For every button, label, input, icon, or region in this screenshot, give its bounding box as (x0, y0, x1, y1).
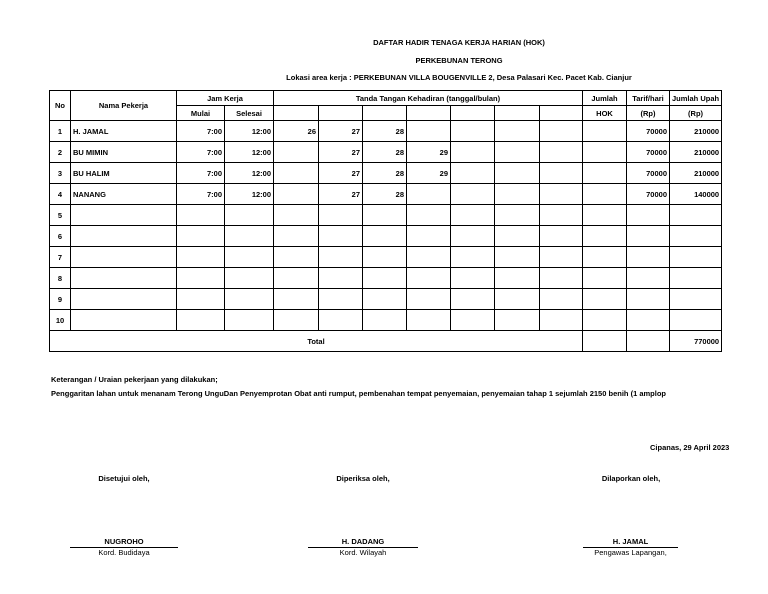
row-no: 5 (50, 205, 71, 226)
row-tarif (627, 268, 670, 289)
header-tarif: Tarif/hari (627, 91, 670, 106)
attendance-date-cell (319, 289, 363, 310)
checker-name: H. DADANG (341, 537, 385, 546)
row-end-time (225, 205, 274, 226)
row-start-time: 7:00 (177, 163, 225, 184)
row-upah (670, 205, 722, 226)
attendance-date-cell (495, 226, 540, 247)
attendance-date-cell (540, 184, 583, 205)
row-name (71, 289, 177, 310)
total-row (50, 331, 722, 352)
row-upah (670, 226, 722, 247)
row-name (71, 247, 177, 268)
attendance-date-cell (407, 268, 451, 289)
attendance-date-cell (540, 142, 583, 163)
row-hok (583, 184, 627, 205)
row-name (71, 268, 177, 289)
row-name: H. JAMAL (71, 121, 177, 142)
row-start-time (177, 205, 225, 226)
header-selesai: Selesai (225, 106, 274, 121)
attendance-date-cell: 28 (363, 163, 407, 184)
row-tarif: 70000 (627, 142, 670, 163)
attendance-date-cell (451, 268, 495, 289)
reporter-name: H. JAMAL (612, 537, 649, 546)
attendance-date-cell: 27 (319, 163, 363, 184)
attendance-date-cell: 28 (363, 142, 407, 163)
attendance-date-cell (451, 142, 495, 163)
signing-date: Cipanas, 29 April 2023 (650, 443, 730, 452)
row-no: 3 (50, 163, 71, 184)
row-tarif: 70000 (627, 184, 670, 205)
row-hok (583, 226, 627, 247)
row-name (71, 310, 177, 331)
header-name: Nama Pekerja (71, 91, 177, 121)
table-row (50, 289, 722, 310)
table-row (50, 247, 722, 268)
total-value: 770000 (670, 331, 722, 352)
notes-text: Penggaritan lahan untuk menanam Terong UnguDan Penyemprotan Obat anti rumput, pembenahan tempat penyemaian, penyemaian tahap 1 sejumlah 2150 benih (1 amplop (51, 389, 666, 398)
attendance-date-cell (274, 289, 319, 310)
attendance-date-cell (319, 247, 363, 268)
total-label: Total (50, 331, 583, 352)
document-title: DAFTAR HADIR TENAGA KERJA HARIAN (HOK) (373, 38, 545, 47)
approved-by-label: Disetujui oleh, (98, 474, 150, 483)
row-name: BU HALIM (71, 163, 177, 184)
work-location: Lokasi area kerja : PERKEBUNAN VILLA BOUGENVILLE 2, Desa Palasari Kec. Pacet Kab. Cianjur (286, 73, 632, 82)
row-tarif (627, 247, 670, 268)
attendance-date-cell (274, 268, 319, 289)
attendance-date-cell (495, 205, 540, 226)
attendance-date-cell (363, 268, 407, 289)
row-start-time (177, 247, 225, 268)
row-end-time (225, 226, 274, 247)
attendance-date-cell (319, 310, 363, 331)
attendance-date-cell (451, 247, 495, 268)
attendance-date-cell (407, 205, 451, 226)
row-tarif (627, 226, 670, 247)
attendance-date-cell (451, 205, 495, 226)
row-no: 2 (50, 142, 71, 163)
table-row (50, 121, 722, 142)
attendance-date-cell (363, 247, 407, 268)
attendance-date-cell: 26 (274, 121, 319, 142)
row-tarif (627, 205, 670, 226)
row-hok (583, 142, 627, 163)
header-tarif-unit: (Rp) (627, 106, 670, 121)
row-tarif (627, 310, 670, 331)
row-start-time (177, 310, 225, 331)
row-no: 9 (50, 289, 71, 310)
row-end-time: 12:00 (225, 142, 274, 163)
row-upah: 210000 (670, 121, 722, 142)
attendance-date-cell (451, 310, 495, 331)
notes-label: Keterangan / Uraian pekerjaan yang dilakukan; (51, 375, 218, 384)
attendance-date-cell (495, 268, 540, 289)
row-hok (583, 310, 627, 331)
row-no: 4 (50, 184, 71, 205)
attendance-date-cell (495, 247, 540, 268)
attendance-date-cell (274, 142, 319, 163)
attendance-date-cell: 28 (363, 184, 407, 205)
row-start-time: 7:00 (177, 121, 225, 142)
attendance-date-cell (540, 226, 583, 247)
attendance-date-cell (540, 205, 583, 226)
row-hok (583, 163, 627, 184)
reported-by-label: Dilaporkan oleh, (601, 474, 661, 483)
row-upah (670, 268, 722, 289)
attendance-date-cell (407, 247, 451, 268)
attendance-date-cell (540, 289, 583, 310)
header-mulai: Mulai (177, 106, 225, 121)
row-upah: 140000 (670, 184, 722, 205)
attendance-date-cell (274, 310, 319, 331)
attendance-date-cell (363, 205, 407, 226)
attendance-date-cell (319, 205, 363, 226)
header-jumlah: Jumlah (583, 91, 627, 106)
attendance-date-cell (319, 226, 363, 247)
approver-name: NUGROHO (104, 537, 144, 546)
header-no: No (50, 91, 71, 121)
attendance-date-cell (319, 268, 363, 289)
row-no: 10 (50, 310, 71, 331)
row-name (71, 205, 177, 226)
row-end-time: 12:00 (225, 121, 274, 142)
table-row (50, 205, 722, 226)
reporter-title: Pengawas Lapangan, (583, 547, 678, 557)
attendance-date-cell (451, 184, 495, 205)
attendance-date-cell (274, 226, 319, 247)
attendance-date-cell (540, 247, 583, 268)
attendance-date-cell (540, 121, 583, 142)
attendance-date-cell (451, 163, 495, 184)
row-name (71, 226, 177, 247)
table-row (50, 184, 722, 205)
attendance-date-cell (407, 121, 451, 142)
header-upah-unit: (Rp) (670, 106, 722, 121)
attendance-date-cell (363, 226, 407, 247)
attendance-date-cell (495, 163, 540, 184)
attendance-date-cell (495, 184, 540, 205)
row-start-time (177, 289, 225, 310)
attendance-date-cell (407, 289, 451, 310)
table-header-row (50, 91, 722, 106)
header-hok: HOK (583, 106, 627, 121)
row-end-time (225, 310, 274, 331)
header-attendance: Tanda Tangan Kehadiran (tanggal/bulan) (274, 91, 583, 106)
table-row (50, 268, 722, 289)
attendance-date-cell: 29 (407, 163, 451, 184)
row-tarif (627, 289, 670, 310)
row-hok (583, 247, 627, 268)
table-row (50, 310, 722, 331)
row-end-time (225, 289, 274, 310)
attendance-date-cell (495, 142, 540, 163)
attendance-date-cell (495, 289, 540, 310)
document-subtitle: PERKEBUNAN TERONG (415, 56, 503, 65)
row-name: BU MIMIN (71, 142, 177, 163)
row-upah (670, 289, 722, 310)
row-start-time: 7:00 (177, 184, 225, 205)
row-end-time (225, 247, 274, 268)
attendance-table (49, 90, 722, 352)
row-tarif: 70000 (627, 121, 670, 142)
table-row (50, 163, 722, 184)
attendance-date-cell (540, 163, 583, 184)
attendance-date-cell (407, 310, 451, 331)
attendance-date-cell (540, 268, 583, 289)
attendance-date-cell (274, 184, 319, 205)
row-no: 8 (50, 268, 71, 289)
row-end-time (225, 268, 274, 289)
attendance-date-cell: 27 (319, 121, 363, 142)
row-hok (583, 205, 627, 226)
attendance-date-cell (407, 184, 451, 205)
row-hok (583, 268, 627, 289)
row-tarif: 70000 (627, 163, 670, 184)
row-no: 6 (50, 226, 71, 247)
attendance-date-cell (363, 310, 407, 331)
row-upah (670, 247, 722, 268)
row-no: 1 (50, 121, 71, 142)
table-row (50, 226, 722, 247)
attendance-date-cell (451, 289, 495, 310)
attendance-date-cell (274, 247, 319, 268)
attendance-date-cell (363, 289, 407, 310)
row-no: 7 (50, 247, 71, 268)
attendance-date-cell (495, 310, 540, 331)
row-end-time: 12:00 (225, 184, 274, 205)
row-upah (670, 310, 722, 331)
attendance-date-cell (495, 121, 540, 142)
attendance-date-cell: 28 (363, 121, 407, 142)
checker-title: Kord. Wilayah (308, 547, 418, 557)
table-row (50, 142, 722, 163)
approver-title: Kord. Budidaya (70, 547, 178, 557)
attendance-date-cell (451, 226, 495, 247)
attendance-date-cell (274, 163, 319, 184)
row-hok (583, 289, 627, 310)
row-start-time: 7:00 (177, 142, 225, 163)
header-upah: Jumlah Upah (670, 91, 722, 106)
row-name: NANANG (71, 184, 177, 205)
header-jam-kerja: Jam Kerja (177, 91, 274, 106)
row-end-time: 12:00 (225, 163, 274, 184)
row-hok (583, 121, 627, 142)
row-upah: 210000 (670, 142, 722, 163)
checked-by-label: Diperiksa oleh, (336, 474, 390, 483)
attendance-date-cell: 29 (407, 142, 451, 163)
row-start-time (177, 268, 225, 289)
row-upah: 210000 (670, 163, 722, 184)
row-start-time (177, 226, 225, 247)
attendance-date-cell (540, 310, 583, 331)
attendance-date-cell: 27 (319, 142, 363, 163)
attendance-date-cell: 27 (319, 184, 363, 205)
attendance-date-cell (274, 205, 319, 226)
attendance-date-cell (451, 121, 495, 142)
attendance-date-cell (407, 226, 451, 247)
